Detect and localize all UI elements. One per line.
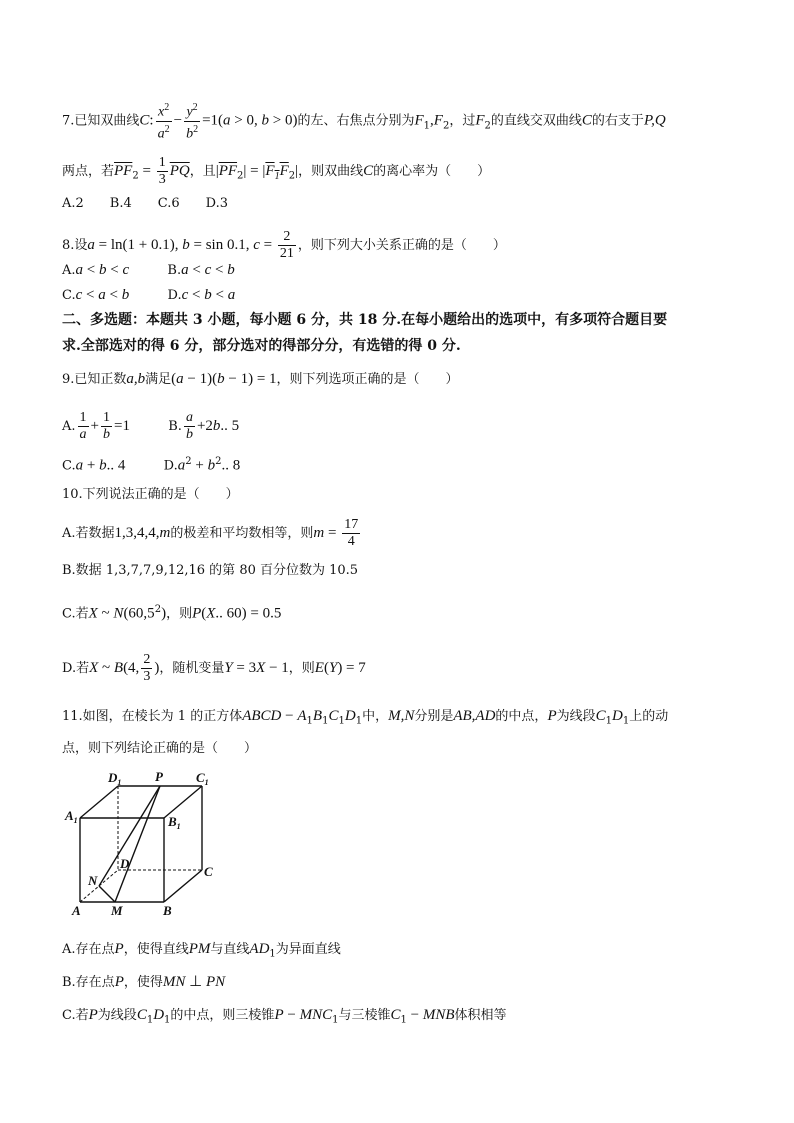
q7-line2: 两点，若$\overline{PF}_2$ = $\frac{1}{3}$ $\overline{PQ}$，且$|\overline{PF}_2| = |F_1F_2|$，则双曲线C的离心率为（ ） [62,155,491,187]
q10-c-mid: ，则 [166,606,193,622]
q10-d-prefix: D.若 [62,661,90,676]
q11-option-c: C.若P为线段$C_1D_1$的中点，则三棱锥$P - MNC_1$与三棱锥$C_1$ − MNB体积相等 [62,1007,507,1026]
q11-option-a: A.存在点P，使得直线PM与直线$AD_1$为异面直线 [62,941,341,960]
q11-prefix: 11.如图，在棱长为 1 的正方体 [62,709,243,724]
line-nm [99,886,115,902]
label-b: B [163,903,172,918]
label-n: N [88,873,98,888]
line-pn [99,786,160,886]
q7-frac-y: $\frac{y^2}{b^2}$ [186,102,199,142]
q11-line1: 11.如图，在棱长为 1 的正方体ABCD − $A_1B_1C_1D_1$中，M,N分别是AB,AD的中点，P为线段$C_1D_1$上的动 [62,708,669,727]
label-m: M [111,903,123,918]
q8-end: ，则下列大小关系正确的是（ ） [297,238,506,253]
q7-mid: 的左、右焦点分别为 [297,113,415,129]
q8-option-a-label: A. [62,263,76,278]
q9-options-row2: C.a + b.. 4 $D.a^2 + b^2$.. 8 [62,456,241,474]
edge-bc [164,870,202,902]
q8-option-b-label: B. [167,263,182,278]
q10-option-d: D.若X ~ B(4, $\frac{2}{3}$ )，随机变量Y = 3X − 1，则E(Y) = 7 [62,652,366,684]
q7-formula-curve: C [139,112,150,129]
q9-option-d-label: D. [163,458,178,474]
q9-prefix: 9.已知正数 [62,372,127,387]
q10-option-b: B.数据 1,3,7,7,9,12,16 的第 80 百分位数为 10.5 [62,563,359,578]
q10-option-a: A.若数据1,3,4,4,m的极差和平均数相等，则m = $\frac{17}{4}$ [62,517,359,549]
q11-option-b: B.存在点P，使得MN ⊥ PN [62,974,226,990]
label-c: C [204,864,213,879]
q11-a-mid: ，使得直线 [123,942,189,957]
q11-c-end: 体积相等 [454,1008,507,1023]
q11-a-mid2: 与直线 [210,942,250,957]
q10-option-c: C.若X ~ N(60,5$^2$)，则P(X.. 60) = 0.5 [62,604,282,622]
q7-vec-pf2: $\overline{PF}$ [114,163,133,179]
q9-stem: 9.已知正数a,b满足(a − 1)(b − 1) = 1，则下列选项正确的是（ ） [62,371,459,387]
q10-a-prefix: A.若数据 [62,526,115,541]
q7-frac-x: $\frac{x^2}{a^2}$ [157,102,170,142]
q7-line2-mid: ，且 [189,164,216,179]
q11-a-prefix: A.存在点 [62,942,115,957]
q11-end: 上的动 [629,709,669,724]
q10-c-prefix: C.若 [62,606,89,622]
q11-mid2: 分别是 [414,709,454,724]
q7-mid2: ，过 [449,113,476,129]
q11-mid: 中， [362,709,389,724]
q11-c-mid2: 的中点，则三棱锥 [170,1008,275,1023]
q7-line2-end: ，则双曲线 [298,164,364,179]
q11-mid3: 的中点， [495,709,548,724]
q8-option-c-label: C. [62,288,76,303]
q9-mid: 满足 [145,372,172,387]
q9-option-a-label: A. [62,419,76,434]
label-a1: $A_1$ [65,808,78,825]
q10-a-mid: 的极差和平均数相等，则 [170,526,314,541]
q9-options-row1: A. $\frac{1}{a}$ + $\frac{1}{b}$ =1 B. $\frac{a}{b}$ +2b.. 5 [62,410,240,442]
q10-d-mid2: ，则 [288,661,315,676]
q7-end: 的右支于 [591,113,644,129]
q8-options-row1: A.a < b < c B.a < c < b [62,262,235,278]
q11-a-end: 为异面直线 [275,942,341,957]
q10-d-mid: ，随机变量 [159,661,225,676]
q11-c-mid3: 与三棱锥 [338,1008,391,1023]
q11-c-mid: 为线段 [97,1008,137,1023]
q8-frac-c: $\frac{2}{21}$ [279,229,294,261]
q7-line2-tail: 的离心率为（ ） [373,164,491,179]
cube-diagram [62,768,218,918]
q8-stem: 8.设a = ln(1 + 0.1), b = sin 0.1, c = $\frac{2}{21}$ ，则下列大小关系正确的是（ ） [62,229,506,261]
cube-figure [62,768,218,918]
label-a: A [72,903,81,918]
q11-b-mid: ，使得 [123,975,163,990]
q7-mid3: 的直线交双曲线 [490,113,582,129]
q11-mid4: 为线段 [556,709,596,724]
line-pm [115,786,160,902]
label-b1: $B_1$ [168,814,181,831]
q9-option-c-label: C. [62,458,76,474]
q11-b-prefix: B.存在点 [62,975,115,990]
q7-line2-prefix: 两点，若 [62,164,115,179]
edge-a1d1 [80,786,118,818]
q10-stem: 10.下列说法正确的是（ ） [62,487,239,502]
q7-options: A.2 B.4 C.6 D.3 [62,196,228,211]
q7-frac-third: $\frac{1}{3}$ [158,155,166,187]
label-d1: $D_1$ [108,770,122,787]
q8-options-row2: C.c < a < b D.c < b < a [62,287,236,303]
label-p: P [155,769,163,784]
q9-option-b-label: B. [168,419,182,434]
section2-heading-line1: 二、多选题：本题共 3 小题，每小题 6 分，共 18 分.在每小题给出的选项中，有多项符合题目要 [62,312,668,328]
q9-end: ，则下列选项正确的是（ ） [276,372,459,387]
q11-line2: 点，则下列结论正确的是（ ） [62,741,258,756]
label-d: D [120,856,130,871]
q11-c-prefix: C.若 [62,1008,89,1023]
q8-option-d-label: D. [167,288,182,303]
q7-prefix: 7.已知双曲线 [62,113,140,129]
q7-line1: 7.已知双曲线C: $\frac{x^2}{a^2}$ − $\frac{y^2}{b^2}$ =1(a > 0, b > 0)的左、右焦点分别为$F_1,F_2$，过$F_2$的直线交双曲线C的右支于P,Q [62,102,666,142]
q8-prefix: 8.设 [62,238,88,253]
label-c1: $C_1$ [196,770,209,787]
section2-heading-line2: 求.全部选对的得 6 分，部分选对的得部分分，有选错的得 0 分. [62,338,461,354]
